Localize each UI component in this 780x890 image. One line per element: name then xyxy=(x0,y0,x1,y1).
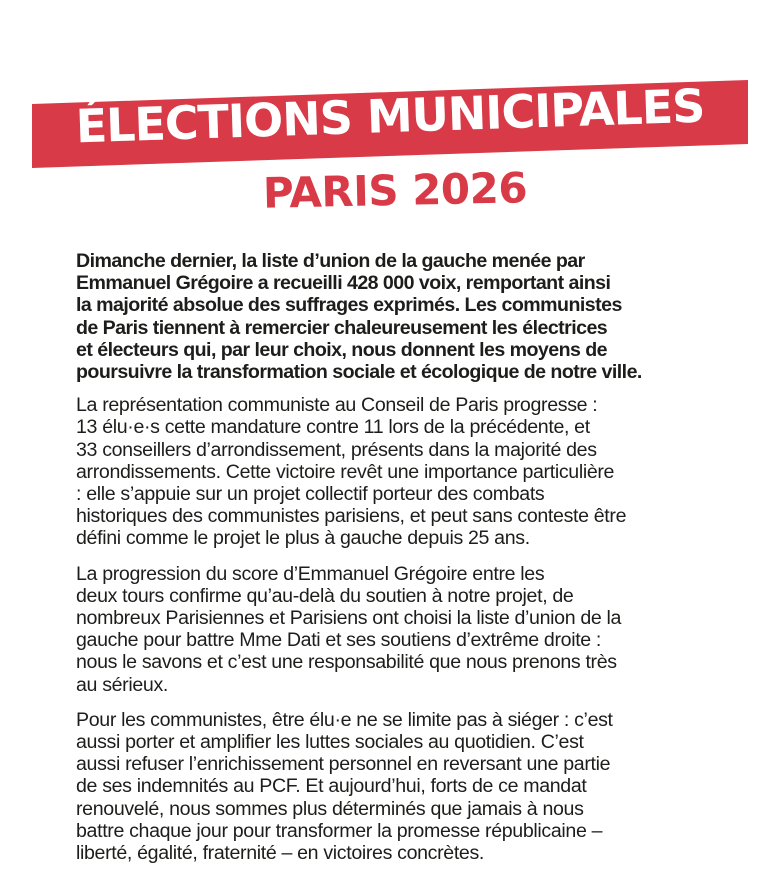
text-line: La représentation communiste au Conseil de Paris progresse : xyxy=(76,394,598,417)
article-body xyxy=(76,250,716,877)
text-line: la majorité absolue des suffrages exprimés. Les communistes xyxy=(76,294,622,317)
text-line: 13 élu·e·s cette mandature contre 11 lors de la précédente, et xyxy=(76,416,590,439)
text-line: Emmanuel Grégoire a recueilli 428 000 voix, remportant ainsi xyxy=(76,272,611,295)
text-line: battre chaque jour pour transformer la promesse républicaine – xyxy=(76,819,603,842)
text-line: et électeurs qui, par leur choix, nous donnent les moyens de xyxy=(76,338,608,361)
text-line: arrondissements. Cette victoire revêt une importance particulière xyxy=(76,460,615,483)
text-line: de Paris tiennent à remercier chaleureusement les électrices xyxy=(76,316,608,339)
paragraph-commitment xyxy=(76,709,716,864)
text-line: deux tours confirme qu’au-delà du soutien à notre projet, de xyxy=(76,584,574,607)
text-line: historiques des communistes parisiens, et peut sans conteste être xyxy=(76,505,627,528)
text-line: La progression du score d’Emmanuel Grégoire entre les xyxy=(76,562,545,585)
paragraph-representation xyxy=(76,394,716,549)
text-line: au sérieux. xyxy=(76,673,168,696)
page-title: ÉLECTIONS MUNICIPALES xyxy=(74,78,706,154)
text-line: aussi refuser l’enrichissement personnel en reversant une partie xyxy=(76,753,611,776)
text-line: gauche pour battre Mme Dati et ses soutiens d’extrême droite : xyxy=(76,629,602,652)
text-line: nombreux Parisiennes et Parisiens ont choisi la liste d’union de la xyxy=(76,607,622,630)
text-line: Pour les communistes, être élu·e ne se limite pas à siéger : c’est xyxy=(76,708,613,731)
text-line: aussi porter et amplifier les luttes sociales au quotidien. C’est xyxy=(76,731,584,754)
text-line: Dimanche dernier, la liste d’union de la gauche menée par xyxy=(76,250,585,272)
header xyxy=(0,0,780,240)
text-line: 33 conseillers d’arrondissement, présents dans la majorité des xyxy=(76,438,597,461)
text-line: de ses indemnités au PCF. Et aujourd’hui, forts de ce mandat xyxy=(76,775,587,798)
paragraph-progression xyxy=(76,563,716,696)
text-line: renouvelé, nous sommes plus déterminés que jamais à nous xyxy=(76,797,584,820)
page-subtitle: PARIS 2026 xyxy=(262,163,528,218)
text-line: : elle s’appuie sur un projet collectif porteur des combats xyxy=(76,483,545,506)
text-line: poursuivre la transformation sociale et écologique de notre ville. xyxy=(76,361,642,384)
text-line: liberté, égalité, fraternité – en victoires concrètes. xyxy=(76,842,485,865)
lead-paragraph xyxy=(76,250,716,383)
text-line: défini comme le projet le plus à gauche depuis 25 ans. xyxy=(76,527,530,550)
text-line: nous le savons et c’est une responsabilité que nous prenons très xyxy=(76,651,617,674)
